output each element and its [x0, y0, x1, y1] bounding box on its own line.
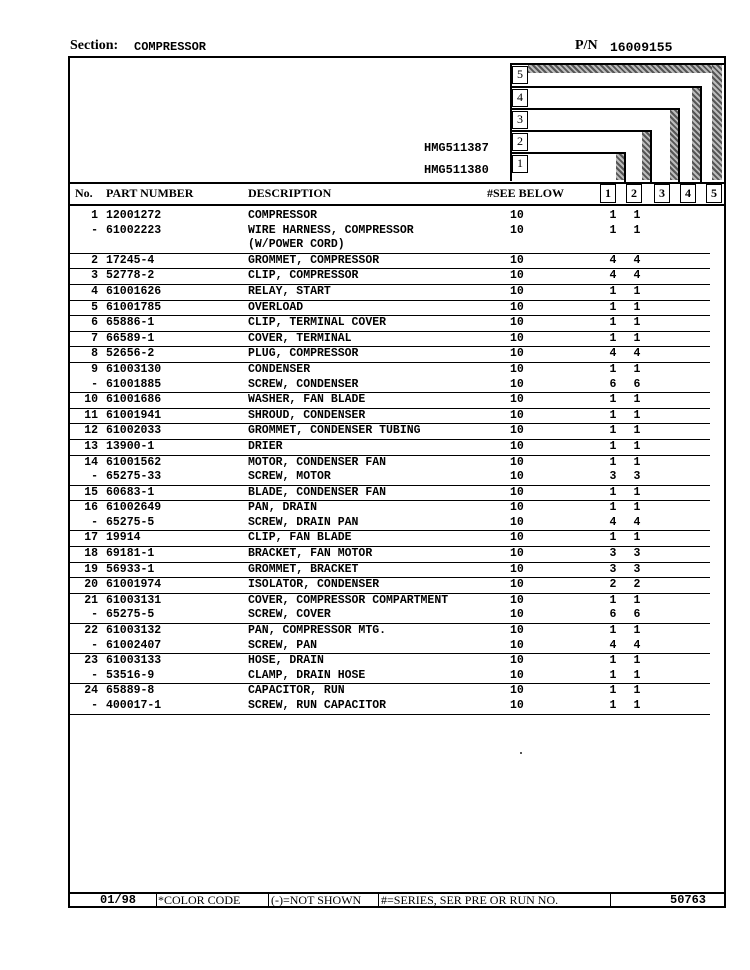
series-box-5: 5	[512, 66, 528, 84]
description: DRIER	[248, 439, 283, 453]
description: SCREW, RUN CAPACITOR	[248, 699, 387, 712]
part-number: 61001626	[106, 284, 162, 298]
part-number: 52656-2	[106, 347, 155, 361]
description: HOSE, DRAIN	[248, 654, 324, 668]
item-number: 1	[91, 209, 98, 222]
col-series-3-header: 3	[654, 184, 670, 203]
table-row	[70, 440, 710, 456]
section-value: COMPRESSOR	[134, 40, 207, 54]
series-box-2: 2	[512, 133, 528, 151]
col-series-4-header: 4	[680, 184, 696, 203]
item-number: -	[91, 668, 98, 682]
description: MOTOR, CONDENSER FAN	[248, 455, 387, 469]
series-box-3: 3	[512, 111, 528, 129]
quantity-series-2: 1	[633, 654, 641, 668]
series-number: 10	[510, 531, 524, 545]
item-number: 17	[84, 531, 98, 545]
table-row	[70, 639, 710, 655]
col-series-2-header: 2	[626, 184, 642, 203]
table-row	[70, 516, 710, 532]
quantity-series-1: 1	[609, 439, 617, 453]
table-row	[70, 486, 710, 502]
quantity-series-1: 1	[609, 316, 617, 330]
quantity-series-2: 6	[633, 377, 641, 391]
table-row	[70, 578, 710, 594]
table-row	[70, 301, 710, 317]
quantity-series-1: 1	[609, 455, 617, 469]
quantity-series-2: 1	[633, 531, 641, 545]
col-series-1-header: 1	[600, 184, 616, 203]
quantity-series-2: 3	[633, 470, 641, 484]
part-number: 66589-1	[106, 331, 155, 345]
item-number: 2	[91, 253, 98, 267]
series-number: 10	[510, 547, 524, 561]
description: CONDENSER	[248, 362, 311, 376]
series-number: 10	[510, 209, 524, 222]
table-row	[70, 669, 710, 685]
item-number: 10	[84, 393, 98, 407]
series-number: 10	[510, 316, 524, 330]
table-row	[70, 363, 710, 378]
item-number: 7	[91, 331, 98, 345]
footer-color-code: *COLOR CODE	[158, 893, 241, 907]
quantity-series-1: 1	[609, 424, 617, 438]
item-number: 21	[84, 593, 98, 607]
table-row	[70, 393, 710, 409]
quantity-series-1: 1	[609, 501, 617, 515]
col-series-5-header: 5	[706, 184, 722, 203]
part-number: 61003132	[106, 624, 162, 638]
table-row	[70, 608, 710, 624]
item-number: 23	[84, 654, 98, 668]
item-number: 19	[84, 562, 98, 576]
quantity-series-2: 4	[633, 638, 641, 652]
series-number: 10	[510, 578, 524, 592]
quantity-series-1: 1	[609, 393, 617, 407]
quantity-series-2: 2	[633, 578, 641, 592]
table-row	[70, 224, 710, 254]
quantity-series-2: 1	[633, 501, 641, 515]
series-number: 10	[510, 593, 524, 607]
part-number: 60683-1	[106, 485, 155, 499]
series-number: 10	[510, 684, 524, 698]
quantity-series-1: 1	[609, 284, 617, 298]
part-number: 65886-1	[106, 316, 155, 330]
part-number: 61002407	[106, 638, 162, 652]
series-box-4: 4	[512, 89, 528, 107]
quantity-series-1: 3	[609, 547, 617, 561]
part-number: 61002223	[106, 223, 162, 237]
quantity-series-2: 4	[633, 269, 641, 283]
description: COVER, COMPRESSOR COMPARTMENT	[248, 593, 449, 607]
description: SCREW, COVER	[248, 608, 331, 622]
quantity-series-2: 3	[633, 562, 641, 576]
quantity-series-1: 1	[609, 331, 617, 345]
item-number: 20	[84, 578, 98, 592]
series-number: 10	[510, 393, 524, 407]
series-number: 10	[510, 408, 524, 422]
description-continued: (W/POWER CORD)	[248, 238, 345, 252]
part-number: 53516-9	[106, 668, 155, 682]
quantity-series-2: 4	[633, 253, 641, 267]
description: ISOLATOR, CONDENSER	[248, 578, 380, 592]
item-number: 5	[91, 300, 98, 314]
quantity-series-2: 1	[633, 408, 641, 422]
series-number: 10	[510, 515, 524, 529]
item-number: 6	[91, 316, 98, 330]
quantity-series-2: 1	[633, 331, 641, 345]
part-number: 65889-8	[106, 684, 155, 698]
item-number: -	[91, 638, 98, 652]
model-number: HMG511387	[424, 141, 489, 155]
item-number: 9	[91, 362, 98, 376]
quantity-series-1: 1	[609, 624, 617, 638]
item-number: -	[91, 377, 98, 391]
series-number: 10	[510, 300, 524, 314]
part-number-label: P/N	[575, 38, 598, 53]
part-number: 61003131	[106, 593, 162, 607]
quantity-series-1: 1	[609, 223, 617, 237]
series-number: 10	[510, 485, 524, 499]
series-number: 10	[510, 424, 524, 438]
quantity-series-2: 1	[633, 316, 641, 330]
quantity-series-1: 6	[609, 377, 617, 391]
description: BRACKET, FAN MOTOR	[248, 547, 373, 561]
footer-not-shown: (-)=NOT SHOWN	[271, 893, 362, 907]
part-number: 61003130	[106, 362, 162, 376]
series-number: 10	[510, 624, 524, 638]
part-number: 17245-4	[106, 253, 155, 267]
quantity-series-2: 1	[633, 209, 641, 222]
quantity-series-1: 2	[609, 578, 617, 592]
part-number: 61002649	[106, 501, 162, 515]
part-number: 400017-1	[106, 699, 162, 712]
footer-series-note: #=SERIES, SER PRE OR RUN NO.	[381, 893, 559, 907]
part-number-value: 16009155	[610, 40, 673, 55]
part-number: 61001785	[106, 300, 162, 314]
series-number: 10	[510, 608, 524, 622]
table-row	[70, 594, 710, 609]
quantity-series-1: 1	[609, 300, 617, 314]
part-number: 52778-2	[106, 269, 155, 283]
col-no-header: No.	[75, 186, 93, 200]
quantity-series-1: 4	[609, 253, 617, 267]
description: WIRE HARNESS, COMPRESSOR	[248, 223, 414, 237]
description: CAPACITOR, RUN	[248, 684, 345, 698]
quantity-series-1: 1	[609, 654, 617, 668]
description: SCREW, PAN	[248, 638, 318, 652]
table-row	[70, 684, 710, 699]
description: GROMMET, CONDENSER TUBING	[248, 424, 421, 438]
table-row	[70, 378, 710, 394]
quantity-series-1: 6	[609, 608, 617, 622]
series-number: 10	[510, 470, 524, 484]
part-number: 65275-5	[106, 515, 155, 529]
description: RELAY, START	[248, 284, 331, 298]
series-number: 10	[510, 562, 524, 576]
quantity-series-1: 4	[609, 269, 617, 283]
table-row	[70, 547, 710, 563]
description: COMPRESSOR	[248, 209, 318, 222]
item-number: -	[91, 470, 98, 484]
table-row	[70, 332, 710, 348]
series-number: 10	[510, 377, 524, 391]
part-number: 61002033	[106, 424, 162, 438]
quantity-series-2: 1	[633, 424, 641, 438]
shade-5	[712, 63, 722, 180]
part-number: 61001562	[106, 455, 162, 469]
table-row	[70, 470, 710, 486]
part-number: 61001885	[106, 377, 162, 391]
series-box-1: 1	[512, 155, 528, 173]
footer-date: 01/98	[100, 893, 137, 907]
quantity-series-1: 4	[609, 347, 617, 361]
quantity-series-1: 1	[609, 668, 617, 682]
table-row	[70, 424, 710, 440]
quantity-series-2: 1	[633, 223, 641, 237]
quantity-series-2: 1	[633, 624, 641, 638]
series-number: 10	[510, 668, 524, 682]
part-number: 69181-1	[106, 547, 155, 561]
quantity-series-1: 1	[609, 684, 617, 698]
quantity-series-1: 1	[609, 593, 617, 607]
part-number: 61001974	[106, 578, 162, 592]
part-number: 65275-33	[106, 470, 162, 484]
quantity-series-1: 4	[609, 638, 617, 652]
part-number: 61003133	[106, 654, 162, 668]
description: BLADE, CONDENSER FAN	[248, 485, 387, 499]
description: CLIP, FAN BLADE	[248, 531, 352, 545]
col-see-below-header: #SEE BELOW	[487, 186, 565, 200]
item-number: 24	[84, 684, 98, 698]
item-number: 3	[91, 269, 98, 283]
quantity-series-2: 1	[633, 684, 641, 698]
series-number: 10	[510, 362, 524, 376]
table-row	[70, 285, 710, 301]
quantity-series-2: 1	[633, 439, 641, 453]
quantity-series-2: 6	[633, 608, 641, 622]
quantity-series-2: 1	[633, 455, 641, 469]
parts-table	[70, 209, 710, 715]
quantity-series-1: 1	[609, 699, 617, 712]
series-number: 10	[510, 347, 524, 361]
description: CLIP, COMPRESSOR	[248, 269, 359, 283]
part-number: 61001941	[106, 408, 162, 422]
description: GROMMET, COMPRESSOR	[248, 253, 380, 267]
model-number: HMG511380	[424, 163, 489, 177]
description: PAN, COMPRESSOR MTG.	[248, 624, 387, 638]
item-number: 13	[84, 439, 98, 453]
table-row	[70, 209, 710, 224]
table-row	[70, 316, 710, 332]
quantity-series-1: 3	[609, 562, 617, 576]
item-number: -	[91, 699, 98, 712]
quantity-series-2: 3	[633, 547, 641, 561]
description: OVERLOAD	[248, 300, 304, 314]
table-row	[70, 409, 710, 425]
item-number: 4	[91, 284, 98, 298]
series-number: 10	[510, 284, 524, 298]
item-number: 18	[84, 547, 98, 561]
table-row	[70, 269, 710, 285]
table-row	[70, 347, 710, 363]
quantity-series-1: 1	[609, 485, 617, 499]
table-row	[70, 501, 710, 516]
description: WASHER, FAN BLADE	[248, 393, 366, 407]
item-number: 15	[84, 485, 98, 499]
quantity-series-1: 4	[609, 515, 617, 529]
table-row	[70, 563, 710, 579]
quantity-series-1: 1	[609, 408, 617, 422]
table-row	[70, 699, 710, 715]
quantity-series-2: 1	[633, 284, 641, 298]
part-number: 13900-1	[106, 439, 155, 453]
series-number: 10	[510, 269, 524, 283]
series-number: 10	[510, 455, 524, 469]
footer-page-number: 50763	[670, 893, 707, 907]
description: GROMMET, BRACKET	[248, 562, 359, 576]
item-number: 22	[84, 624, 98, 638]
series-number: 10	[510, 223, 524, 237]
quantity-series-2: 1	[633, 362, 641, 376]
col-description-header: DESCRIPTION	[248, 186, 332, 200]
description: CLAMP, DRAIN HOSE	[248, 668, 366, 682]
quantity-series-1: 1	[609, 531, 617, 545]
quantity-series-2: 1	[633, 393, 641, 407]
description: SCREW, DRAIN PAN	[248, 515, 359, 529]
part-number: 12001272	[106, 209, 162, 222]
item-number: 12	[84, 424, 98, 438]
quantity-series-2: 1	[633, 699, 641, 712]
series-number: 10	[510, 331, 524, 345]
description: CLIP, TERMINAL COVER	[248, 316, 387, 330]
part-number: 19914	[106, 531, 141, 545]
series-number: 10	[510, 638, 524, 652]
quantity-series-2: 4	[633, 347, 641, 361]
table-row	[70, 456, 710, 471]
table-row	[70, 531, 710, 547]
part-number: 56933-1	[106, 562, 155, 576]
part-number: 61001686	[106, 393, 162, 407]
table-row	[70, 654, 710, 669]
quantity-series-2: 1	[633, 593, 641, 607]
col-part-number-header: PART NUMBER	[106, 186, 194, 200]
series-number: 10	[510, 654, 524, 668]
quantity-series-1: 3	[609, 470, 617, 484]
series-number: 10	[510, 439, 524, 453]
description: SHROUD, CONDENSER	[248, 408, 366, 422]
series-number: 10	[510, 501, 524, 515]
part-number: 65275-5	[106, 608, 155, 622]
item-number: -	[91, 223, 98, 237]
quantity-series-2: 4	[633, 515, 641, 529]
quantity-series-2: 1	[633, 485, 641, 499]
item-number: -	[91, 608, 98, 622]
description: PAN, DRAIN	[248, 501, 318, 515]
item-number: 14	[84, 455, 98, 469]
description: SCREW, MOTOR	[248, 470, 331, 484]
quantity-series-1: 1	[609, 362, 617, 376]
description: PLUG, COMPRESSOR	[248, 347, 359, 361]
table-row	[70, 624, 710, 639]
description: COVER, TERMINAL	[248, 331, 352, 345]
description: SCREW, CONDENSER	[248, 377, 359, 391]
item-number: 11	[84, 408, 98, 422]
quantity-series-1: 1	[609, 209, 617, 222]
item-number: 16	[84, 501, 98, 515]
quantity-series-2: 1	[633, 300, 641, 314]
quantity-series-2: 1	[633, 668, 641, 682]
series-number: 10	[510, 699, 524, 712]
series-number: 10	[510, 253, 524, 267]
table-row	[70, 254, 710, 270]
item-number: 8	[91, 347, 98, 361]
item-number: -	[91, 515, 98, 529]
section-label: Section:	[70, 38, 119, 53]
